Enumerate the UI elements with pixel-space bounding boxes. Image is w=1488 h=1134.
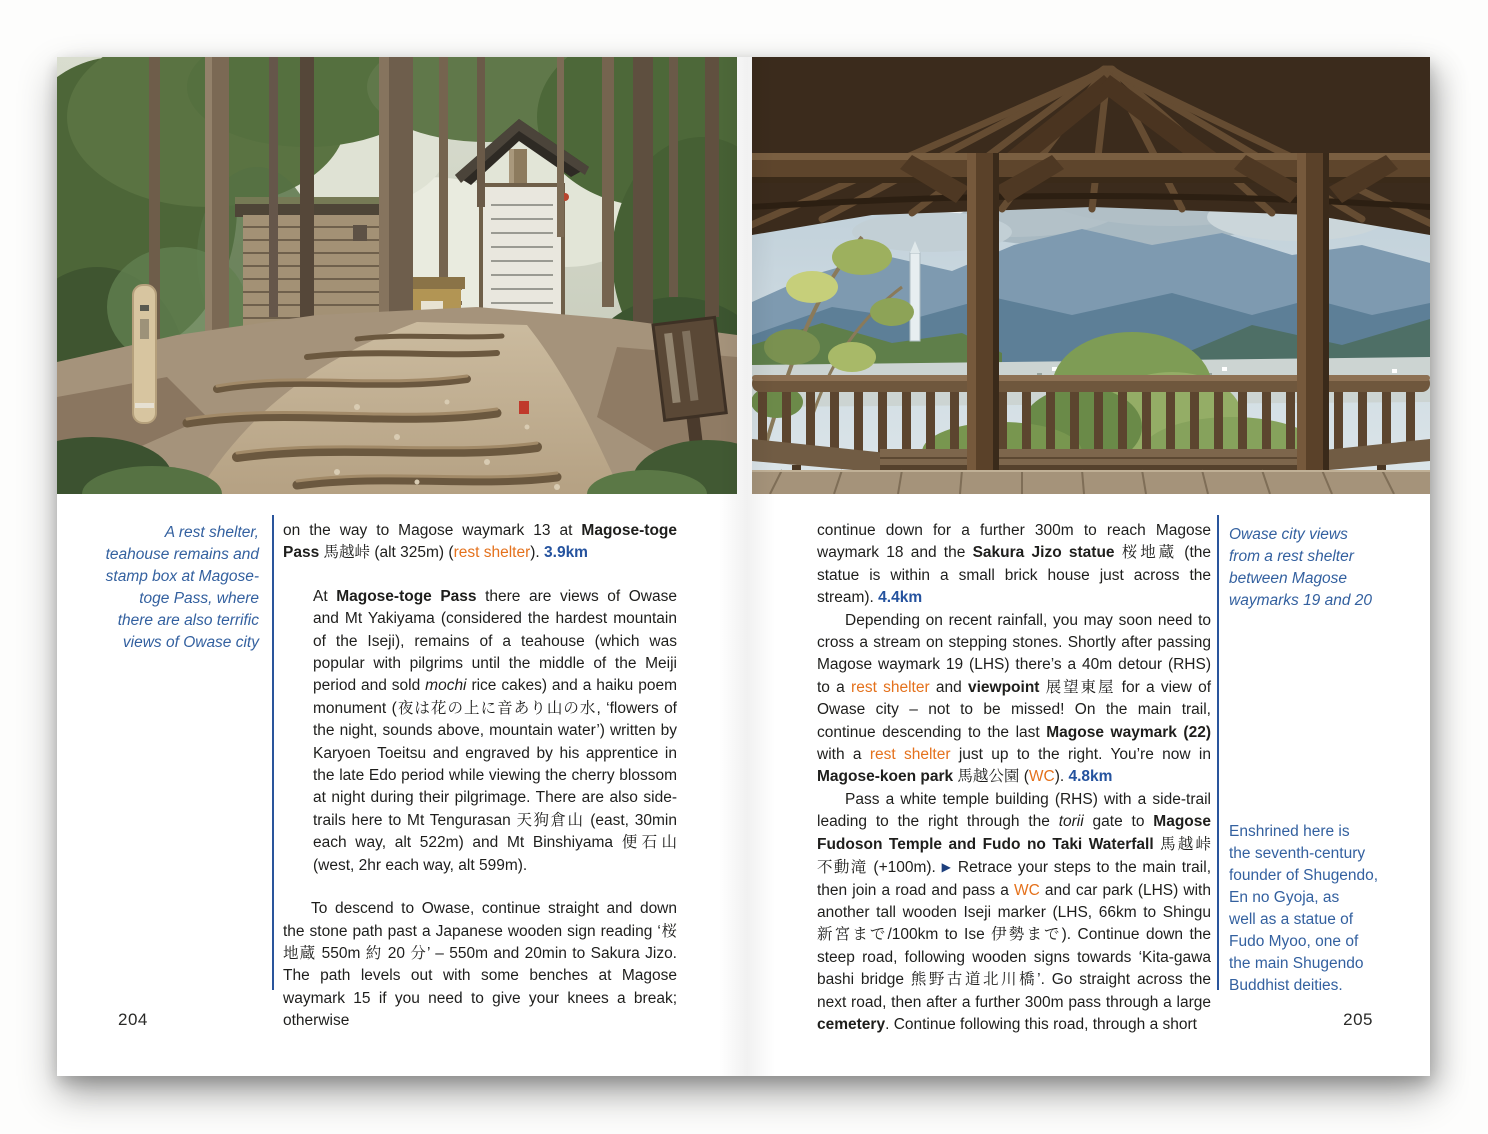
body-paragraph: continue down for a further 300m to reach Magose waymark 18 and the Sakura Jizo statue 桜地蔵 (the statue is within a small brick house just across the stream). 4.4km: [817, 522, 1212, 607]
caption-line: well as a statue of: [1229, 911, 1354, 928]
caption-line: En no Gyoja, as: [1229, 889, 1340, 906]
right-margin-rule: [1217, 515, 1219, 990]
left-page-number: 204: [118, 1010, 148, 1029]
body-paragraph: Pass a white temple building (RHS) with a side-trail leading to the right through the torii gate to Magose Fudoson Temple and Fudo no Taki Waterfall 馬越峠 不動滝 (+100m). ▶ Retrace your steps to the main trail, then join a road and pass a WC and car park (LHS) with another tall wooden Iseji marker (LHS, 66km to Shingu 新宮まで/100km to Ise 伊勢まで). Continue down the steep road, following wooden signs towards ‘Kita-gawa bashi bridge 熊野古道北川橋’. Go straight across the next road, then after a further 300m pass through a large cemetery. Continue following this road, through a short: [817, 790, 1212, 1033]
right-page-number: 205: [1343, 1010, 1373, 1029]
waymark-post: [133, 285, 156, 423]
trail-photo-illustration: [57, 57, 737, 494]
caption-line: the seventh-century: [1229, 845, 1366, 862]
shelter-photo: [752, 57, 1430, 494]
caption-line: toge Pass, where: [139, 590, 259, 607]
caption-line: A rest shelter,: [164, 524, 259, 541]
body-paragraph: on the way to Magose waymark 13 at Magose-toge Pass 馬越峠 (alt 325m) (rest shelter). 3.9km: [283, 522, 677, 562]
caption-line: there are also terrific: [117, 612, 259, 629]
red-box: [519, 401, 529, 414]
right-body-text: [817, 520, 1211, 1036]
shelter-photo-illustration: [752, 57, 1430, 494]
deck: [752, 470, 1430, 494]
caption-line: Enshrined here is: [1229, 823, 1350, 840]
caption-line: views of Owase city: [122, 634, 259, 651]
caption-line: Buddhist deities.: [1229, 977, 1343, 994]
left-margin-rule: [272, 515, 274, 990]
caption-line: founder of Shugendo,: [1229, 867, 1379, 884]
caption-line: between Magose: [1229, 570, 1348, 587]
book-spread: [57, 57, 1430, 1076]
left-body-text: [283, 520, 677, 1033]
caption-line: from a rest shelter: [1229, 548, 1354, 565]
body-paragraph: Depending on recent rainfall, you may soon need to cross a stream on stepping stones. Shortly after passing Magose waymark 19 (LHS) there’s a 40m detour (RHS) to a rest shelter and viewpoint 展望東屋 for a view of Owase city – not to be missed! On the main trail, continue descending to the last Magose waymark (22) with a rest shelter just up to the right. You’re now in Magose-koen park 馬越公園 (WC). 4.8km: [817, 611, 1212, 786]
left-photo-caption: [91, 522, 259, 654]
trail-photo: [57, 57, 737, 494]
right-margin-note: [1229, 821, 1393, 997]
shed: [235, 197, 395, 327]
caption-line: Fudo Myoo, one of: [1229, 933, 1359, 950]
tower: [910, 241, 920, 341]
caption-line: waymarks 19 and 20: [1229, 592, 1373, 609]
body-paragraph: To descend to Owase, continue straight and down the stone path past a Japanese wooden sign reading ‘桜地蔵 550m 約 20 分’ – 550m and 20min to Sakura Jizo. The path levels out with some benches at Magose waymark 15 if you need to give your knees a break; otherwise: [283, 900, 677, 1030]
caption-line: stamp box at Magose-: [105, 568, 259, 585]
caption-line: the main Shugendo: [1229, 955, 1364, 972]
right-photo-caption: [1229, 524, 1387, 612]
caption-line: teahouse remains and: [105, 546, 259, 563]
body-paragraph: At Magose-toge Pass there are views of Owase and Mt Yakiyama (considered the hardest mountain of the Iseji), remains of a teahouse (which was popular with pilgrims until the middle of the Meiji period and sold mochi rice cakes) and a haiku poem monument (夜は花の上に音あり山の水, ‘flowers of the night, sounds above, mountain water’) written by Karyoen Toeitsu and engraved by his apprentice in the late Edo period while viewing the cherry blossom at night during their pilgrimage. There are also side-trails here to Mt Tengurasan 天狗倉山 (east, 30min each way, alt 522m) and Mt Binshiyama 便石山 (west, 2hr each way, alt 599m).: [313, 587, 677, 874]
caption-line: Owase city views: [1229, 526, 1348, 543]
